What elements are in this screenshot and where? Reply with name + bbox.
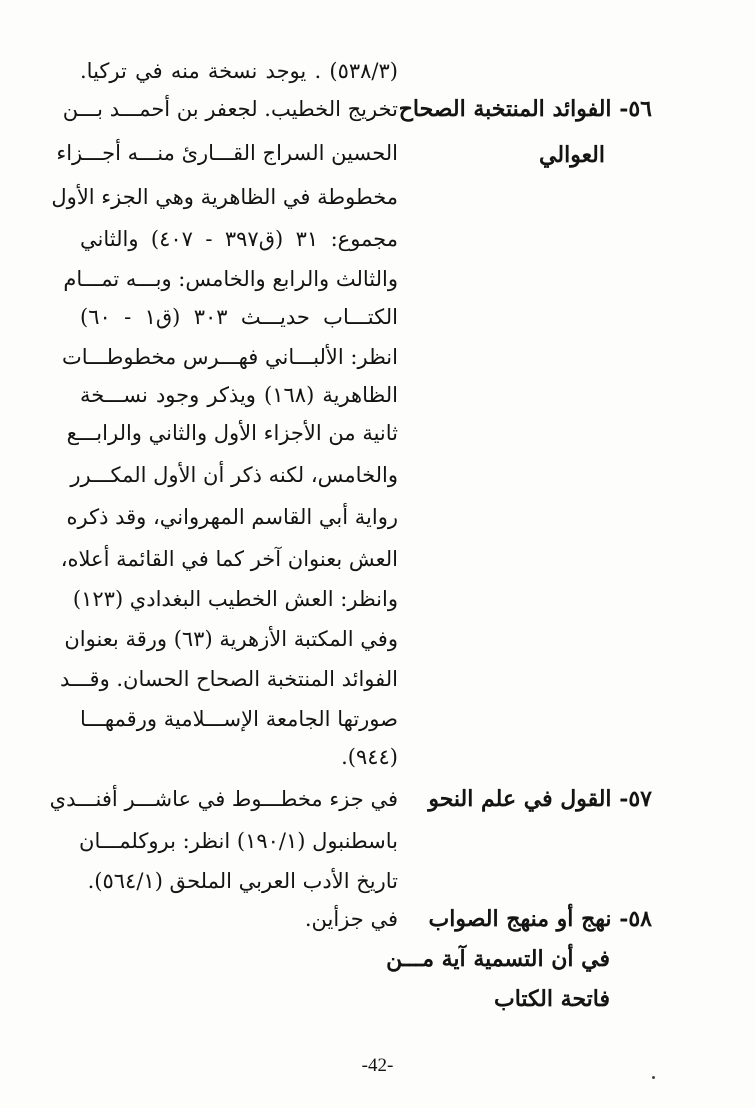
entry-57-title-line-1: القول في علم النحو	[428, 786, 612, 812]
text-line-1: (٥٣٨/٣) . يوجد نسخة منه في تركيا.	[80, 59, 398, 83]
page-number: -42-	[361, 1055, 394, 1076]
text-line-17: صورتها الجامعة الإســـلامية ورقمهـــا	[80, 707, 398, 731]
text-line-2: تخريج الخطيب. لجعفر بن أحمـــد بـــن	[62, 97, 398, 121]
entry-57-number: ٥٧-	[619, 786, 652, 812]
entry-58-title-line-3: فاتحة الكتاب	[493, 986, 610, 1012]
text-line-3: الحسين السراج القـــارئ منـــه أجـــزاء	[56, 141, 398, 165]
entry-57-title	[428, 784, 652, 814]
text-line-16: الفوائد المنتخبة الصحاح الحسان. وقـــد	[60, 667, 398, 691]
entry-56-title	[399, 94, 652, 124]
text-line-11: والخامس، لكنه ذكر أن الأول المكـــرر	[70, 463, 398, 487]
scan-speck	[652, 1076, 655, 1079]
entry-56-title-line-1: الفوائد المنتخبة الصحاح	[398, 96, 612, 122]
text-line-12: رواية أبي القاسم المهرواني، وقد ذكره	[66, 505, 398, 529]
text-line-7: الكتـــاب حديـــث ٣٠٣ (ق١ - ٦٠)	[80, 305, 398, 329]
text-line-4: مخطوطة في الظاهرية وهي الجزء الأول	[51, 185, 398, 209]
text-line-22: في جزأين.	[304, 907, 398, 931]
text-line-19: في جزء مخطـــوط في عاشـــر أفنـــدي	[49, 787, 398, 811]
text-line-13: العش بعنوان آخر كما في القائمة أعلاه،	[60, 547, 398, 571]
text-line-6: والثالث والرابع والخامس: وبـــه تمـــام	[63, 267, 398, 291]
entry-56-number: ٥٦-	[619, 96, 652, 122]
text-line-14: وانظر: العش الخطيب البغدادي (١٢٣)	[72, 587, 398, 611]
entry-58-number: ٥٨-	[619, 906, 652, 932]
text-line-5: مجموع: ٣١ (ق٣٩٧ - ٤٠٧) والثاني	[80, 227, 398, 251]
text-line-15: وفي المكتبة الأزهرية (٦٣) ورقة بعنوان	[64, 627, 398, 651]
entry-58-title	[429, 904, 652, 934]
text-line-20: باسطنبول (١٩٠/١) انظر: بروكلمـــان	[79, 829, 398, 853]
entry-58-title-line-1: نهج أو منهج الصواب	[428, 906, 612, 932]
text-line-9: الظاهرية (١٦٨) ويذكر وجود نســـخة	[80, 383, 398, 407]
text-line-10: ثانية من الأجزاء الأول والثاني والرابـــع	[66, 421, 398, 445]
text-line-21: تاريخ الأدب العربي الملحق (٥٦٤/١).	[87, 869, 398, 893]
entry-56-title-line-2: العوالي	[539, 142, 605, 168]
text-line-8: انظر: الألبـــاني فهـــرس مخطوطـــات	[62, 345, 398, 369]
entry-58-title-line-2: في أن التسمية آية مـــن	[386, 946, 610, 972]
text-line-18: (٩٤٤).	[341, 745, 398, 769]
